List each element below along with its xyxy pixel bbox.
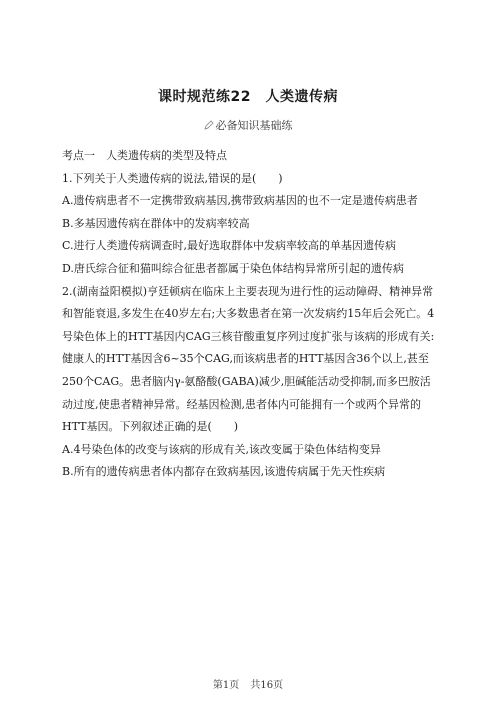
page-title: 课时规范练22 人类遗传病 [158,89,338,105]
question-1-stem: 1.下列关于人类遗传病的说法,错误的是( ) [62,171,283,185]
page-footer [0,676,496,691]
pencil-icon [204,120,214,130]
section-heading: 考点一 人类遗传病的类型及特点 [62,149,227,162]
page-number: 第1页 [212,680,240,691]
question-2-option-b: B.所有的遗传病患者体内都存在致病基因,该遗传病属于先天性疾病 [62,465,386,479]
question-1-option-b: B.多基因遗传病在群体中的发病率较高 [62,216,250,230]
page-total: 共16页 [250,680,284,691]
question-1-option-a: A.遗传病患者不一定携带致病基因,携带致病基因的也不一定是遗传病患者 [62,194,418,208]
question-2-stem: 2.(湖南益阳模拟)亨廷顿病在临床上主要表现为进行性的运动障碍、精神异常和智能衰退,多发生在40岁左右;大多数患者在第一次发病约15年后会死亡。4号染色体上的HTT基因内CAG三核苷酸重复序列过度扩张与该病的形成有关:健康人的HTT基因含6~35个CAG,而该病患者的HTT基因含36个以上,甚至250个CAG。患者脑内γ-氨酪酸(GABA)减少,胆碱能活动受抑制,而多巴胺活动过度,使患者精神异常。经基因检测,患者体内可能拥有一个或两个异常的HTT基因。下列叙述正确的是( ) [62,284,435,434]
question-1-option-c: C.进行人类遗传病调查时,最好选取群体中发病率较高的单基因遗传病 [62,239,397,253]
subtitle-text: 必备知识基础练 [215,119,293,132]
section-subtitle [0,117,496,133]
question-2-option-a: A.4号染色体的改变与该病的形成有关,该改变属于染色体结构变异 [62,442,381,456]
question-1-option-d: D.唐氏综合征和猫叫综合征患者都属于染色体结构异常所引起的遗传病 [62,261,404,275]
document-body [62,145,438,484]
